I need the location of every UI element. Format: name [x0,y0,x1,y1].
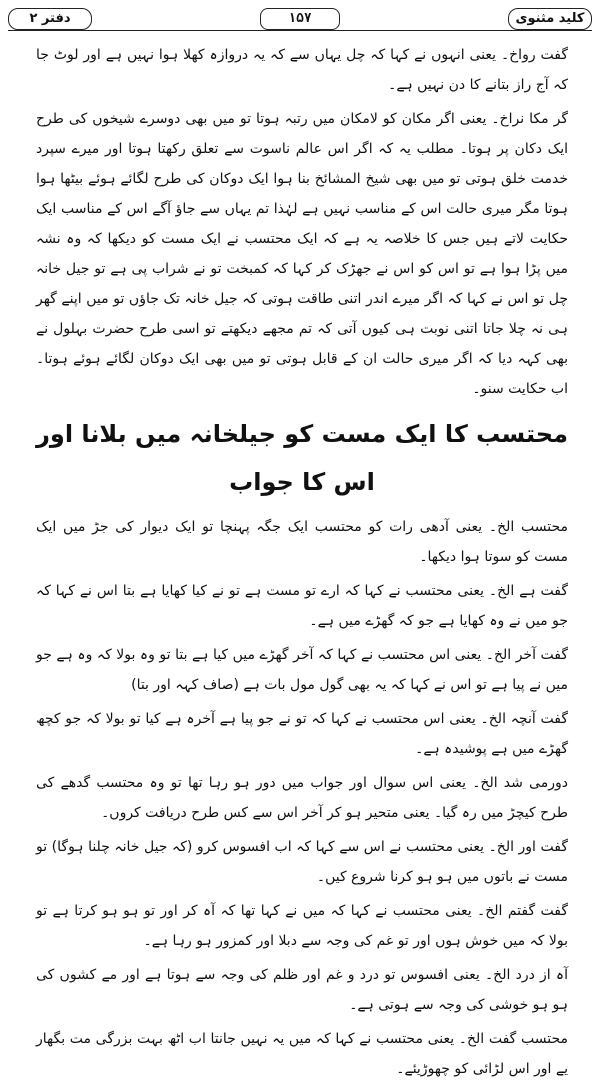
paragraph: دورمی شد الخ۔ یعنی اس سوال اور جواب میں دور ہو رہا تھا تو وہ محتسب گدھے کی طرح کیچڑ میں رہ گیا۔ یعنی متحیر ہو کر آخر اس سے کس طرح دریافت کروں۔ [36,775,568,821]
paragraph: گفت آخر الخ۔ یعنی اس محتسب نے کہا کہ آخر گھڑے میں کیا ہے بتا تو وہ بولا کہ وہ ہے جو میں نے پیا ہے تو اس نے کہا کہ یہ بھی گول مول بات ہے (صاف کہہ اور بتا) [36,647,568,693]
book-title-box [508,8,592,30]
section-heading: محتسب کا ایک مست کو جیلخانہ میں بلانا اور اس کا جواب [36,420,568,496]
book-title: کلید مثنوی [515,11,585,26]
page-body [36,40,568,1088]
paragraph: محتسب گفت الخ۔ یعنی محتسب نے کہا کہ میں یہ نہیں جانتا اب اٹھ بہت بزرگی مت بگھار یے اور اس لڑائی کو چھوڑیئے۔ [36,1031,568,1077]
header-rule [8,30,592,31]
paragraph: گر مکا نراخ۔ یعنی اگر مکان کو لامکان میں رتبہ ہوتا تو میں بھی دوسرے شیخوں کی طرح ایک دکان پر ہوتا۔ مطلب یہ کہ اگر اس عالم ناسوت سے تعلق رکھتا ہوتا اور میرے سپرد خدمت خلق ہوتی تو میں بھی شیخ المشائخ بنا ہوا ایک دوکان کی طرح لگائے ہوئے بیٹھا ہوا ہوتا مگر میری حالت اس کے مناسب نہیں ہے لہٰذا تم یہاں سے جاؤ آگے اس کے مناسب ایک حکایت لاتے ہیں جس کا خلاصہ یہ ہے کہ ایک محتسب نے ایک مست کو دیکھا کہ وہ نشہ میں پڑا ہوا ہے تو اس کو اس نے جھڑک کر کہا کہ کمبخت تو نے شراب پی ہے تو جیل خانہ چل تو اس نے کہا کہ اگر میرے اندر اتنی طاقت ہوتی کہ جیل خانہ تک جاؤں تو میں اپنے گھر ہی نہ چلا جاتا اتنی نوبت ہی کیوں آتی کہ تم مجھے دیکھتے تو اسی طرح حضرت بہلول نے بھی کہہ دیا کہ اگر میری حالت ان کے قابل ہوتی تو میں بھی ایک دوکان لگائے ہوئے ہوتا۔ اب حکایت سنو۔ [36,111,568,397]
paragraph: گفت رواخ۔ یعنی انہوں نے کہا کہ چل یہاں سے کہ یہ دروازہ کھلا ہوا نہیں ہے اور لوٹ جا کہ آج راز بتانے کا دن نہیں ہے۔ [36,47,568,93]
page-number: ۱۵۷ [288,11,312,26]
paragraph: آہ از درد الخ۔ یعنی افسوس تو درد و غم اور ظلم کی وجہ سے ہوتا ہے اور مے کشوں کی ہو ہو خوشی کی وجہ سے ہوتی ہے۔ [36,967,568,1013]
volume-box [8,8,92,30]
paragraph: گفت آنچہ الخ۔ یعنی اس محتسب نے کہا کہ تو نے جو پیا ہے آخرہ ہے کیا تو بولا کہ جو کچھ گھڑے میں ہے پوشیدہ ہے۔ [36,711,568,757]
paragraph: گفت اور الخ۔ یعنی محتسب نے اس سے کہا کہ اب افسوس کرو (کہ جیل خانہ چلنا ہوگا) تو مست نے باتوں میں ہو ہو کرنا شروع کیں۔ [36,839,568,885]
paragraph: گفت گفتم الخ۔ یعنی محتسب نے کہا کہ میں نے کہا تھا کہ آہ کر اور تو ہو ہو کرتا ہے تو بولا کہ میں خوش ہوں اور تو غم کی وجہ سے دبلا اور کمزور ہو رہا ہے۔ [36,903,568,949]
volume-label: دفتر ۲ [29,11,71,26]
paragraph: محتسب الخ۔ یعنی آدھی رات کو محتسب ایک جگہ پہنچا تو ایک دیوار کی جڑ میں ایک مست کو سوتا ہوا دیکھا۔ [36,519,568,565]
paragraph: گفت ہے الخ۔ یعنی محتسب نے کہا کہ ارے تو مست ہے تو نے کیا کھایا ہے بتا اس نے کہا کہ جو میں نے وہ کھایا ہے جو کہ گھڑے میں ہے۔ [36,583,568,629]
page-number-box [260,8,340,30]
